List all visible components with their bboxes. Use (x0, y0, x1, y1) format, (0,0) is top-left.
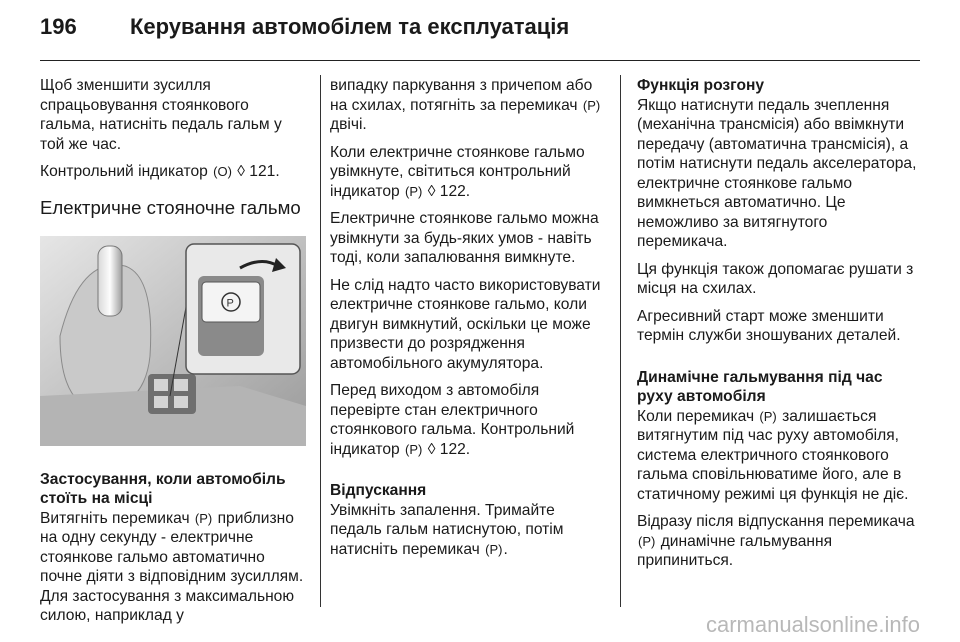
paragraph: Увімкніть запалення. Тримайте педаль гальм натиснутою, потім натисніть перемикач (P). (330, 501, 564, 558)
brake-indicator-icon: (P) (405, 183, 423, 199)
paragraph: Щоб зменшити зусилля спрацьовування стоянкового гальма, натисніть педаль гальм у той же час. (40, 77, 282, 153)
subsection-title: Динамічне гальмування під час руху автомобіля (637, 368, 883, 405)
paragraph: Витягніть перемикач (P) приблизно на одну секунду - електричне стоянкове гальмо автоматично почне діяти з відповідним зусиллям. Для застосування з максимальною силою, наприклад у (40, 509, 304, 624)
page-title: Керування автомобілем та експлуатація (130, 14, 570, 39)
column-divider (320, 75, 321, 607)
paragraph: Перед виходом з автомобіля перевірте стан електричного стоянкового гальма. Контрольний індикатор (P) ◊ 122. (330, 382, 575, 458)
header-divider (40, 60, 920, 61)
page-reference: ◊ 121. (237, 163, 280, 180)
subsection-title: Функція розгону (637, 77, 765, 94)
paragraph: Коли електричне стоянкове гальмо увімкнуте, світиться контрольний індикатор (P) ◊ 122. (330, 143, 585, 200)
column-right (637, 76, 919, 579)
svg-text:P: P (226, 297, 234, 309)
section-title: Електричне стояночне гальмо (40, 196, 301, 218)
column-divider (620, 75, 621, 607)
page-header (40, 14, 920, 50)
paragraph: Коли перемикач (P) залишається витягнутим під час руху автомобіля, система електричного стоянкового гальма сповільнюватиме його, але в статичному режимі ця функція не діє. (637, 407, 909, 503)
parking-brake-switch-icon (40, 236, 306, 446)
paragraph: Відразу після відпускання перемикача (P) динамічне гальмування припиниться. (637, 513, 915, 569)
paragraph: Агресивний старт може зменшити термін служби зношуваних деталей. (637, 307, 901, 344)
page-reference: ◊ 122. (427, 182, 471, 200)
switch-p-icon: (P) (194, 510, 213, 526)
column-middle (330, 76, 610, 567)
subsection-title: Відпускання (330, 482, 427, 499)
paragraph: Електричне стоянкове гальмо можна увімкнути за будь-яких умов - навіть тоді, коли запалювання вимкнуте. (330, 210, 599, 266)
watermark: carmanualsonline.info (705, 612, 920, 637)
page-number: 196 (40, 14, 77, 39)
switch-p-icon: (P) (759, 408, 777, 424)
subsection-title: Застосування, коли автомобіль стоїть на місці (40, 470, 286, 507)
switch-p-icon: (P) (638, 533, 656, 549)
paragraph: Не слід надто часто використовувати електричне стоянкове гальмо, коли двигун вимкнутий, оскільки це може призвести до розрядження автомобільного акумулятора. (330, 276, 601, 372)
column-left (40, 76, 306, 634)
paragraph: Ця функція також допомагає рушати з місця на схилах. (637, 260, 914, 297)
page-reference: ◊ 122. (427, 440, 471, 458)
switch-p-icon: (P) (485, 541, 503, 557)
switch-p-icon: (P) (582, 97, 601, 113)
paragraph: Контрольний індикатор (O) ◊ 121. (40, 163, 280, 180)
paragraph: випадку паркування з причепом або на схилах, потягніть за перемикач (P) двічі. (330, 77, 601, 133)
paragraph: Якщо натиснути педаль зчеплення (механічна трансмісія) або ввімкнути передачу (автоматична трансмісія), а потім натиснути педаль акселератора, електричне стоянкове гальмо вимкнеться автоматично. Це неможливо за витягнутого перемикача. (637, 96, 917, 250)
brake-indicator-icon: (O) (213, 164, 232, 179)
brake-indicator-icon: (P) (405, 441, 423, 457)
parking-brake-switch-figure (40, 236, 306, 446)
